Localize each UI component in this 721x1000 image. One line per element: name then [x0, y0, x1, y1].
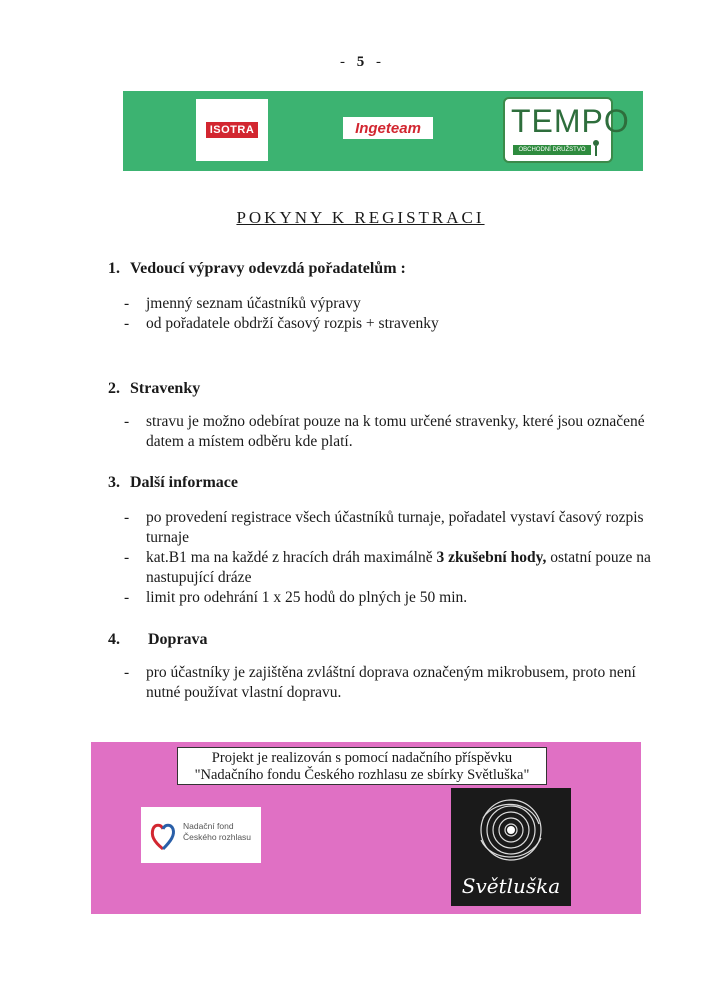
dash-icon: -	[124, 315, 130, 332]
light-swirl-icon	[451, 788, 571, 878]
section-2-list	[108, 412, 668, 452]
nadace-logo-line-1: Nadační fond	[183, 821, 234, 831]
section-1	[108, 260, 668, 334]
ingeteam-logo-text: Ingeteam	[355, 119, 421, 137]
nadace-logo	[141, 807, 261, 863]
dash-icon: -	[124, 295, 130, 312]
list-item	[108, 412, 668, 452]
project-note-line-1: Projekt je realizován s pomocí nadačního příspěvku	[211, 750, 513, 766]
dash-icon: -	[124, 549, 130, 566]
list-item-text: stravu je možno odebírat pouze na k tomu určené stravenky, které jsou označené datem a místem odběru kde platí.	[146, 413, 645, 450]
list-item	[108, 508, 668, 548]
section-4-number: 4.	[108, 631, 120, 648]
tempo-logo-text: TEMPO	[511, 103, 630, 139]
isotra-logo-text: ISOTRA	[206, 122, 259, 138]
page-number	[0, 54, 721, 71]
tempo-logo-subtitle: OBCHODNÍ DRUŽSTVO	[513, 145, 591, 155]
list-item-text: pro účastníky je zajištěna zvláštní doprava označeným mikrobusem, proto není nutné používat vlastní dopravu.	[146, 664, 636, 701]
section-4-list	[108, 663, 668, 703]
list-item-text: od pořadatele obdrží časový rozpis + stravenky	[146, 315, 439, 332]
section-1-list	[108, 294, 668, 334]
list-item	[108, 314, 668, 334]
section-3	[108, 474, 668, 608]
section-4-title-text: Doprava	[148, 631, 208, 648]
svetluska-logo-text: Světluška	[461, 874, 561, 898]
dash-icon: -	[124, 509, 130, 526]
list-item-text: limit pro odehrání 1 x 25 hodů do plných je 50 min.	[146, 589, 468, 606]
heart-icon	[149, 821, 177, 851]
svetluska-logo	[451, 788, 571, 906]
section-3-title	[108, 474, 668, 492]
list-item-text: po provedení registrace všech účastníků turnaje, pořadatel vystaví časový rozpis turnaje	[146, 509, 644, 546]
section-1-title	[108, 260, 668, 278]
sponsor-band	[123, 91, 643, 171]
section-1-title-text: Vedoucí výpravy odevzdá pořadatelům :	[130, 260, 406, 277]
tempo-figure-icon	[591, 139, 601, 157]
tempo-logo	[503, 97, 630, 163]
page-heading-text: POKYNY K REGISTRACI	[236, 208, 485, 227]
nadace-logo-line-2: Českého rozhlasu	[183, 832, 252, 842]
page-number-dash-right: -	[376, 54, 381, 70]
page-heading	[0, 208, 721, 228]
list-item-text-after: ostatní pouze na nastupující dráze	[146, 549, 651, 586]
list-item	[108, 294, 668, 314]
list-item	[108, 548, 668, 588]
list-item-text: jmenný seznam účastníků výpravy	[146, 295, 361, 312]
list-item	[108, 588, 668, 608]
dash-icon: -	[124, 589, 130, 606]
list-item	[108, 663, 668, 703]
list-item-text-bold: 3 zkušební hody,	[436, 549, 547, 566]
section-2-title-text: Stravenky	[130, 380, 201, 397]
dash-icon: -	[124, 664, 130, 681]
project-note	[177, 747, 547, 785]
section-1-number: 1.	[108, 260, 120, 277]
dash-icon: -	[124, 413, 130, 430]
section-2-number: 2.	[108, 380, 120, 397]
nadace-logo-text	[183, 821, 251, 843]
section-4-title	[108, 631, 668, 649]
list-item-text-before: kat.B1 ma na každé z hracích dráh maximálně	[146, 549, 437, 566]
section-3-number: 3.	[108, 474, 120, 491]
project-note-line-2: "Nadačního fondu Českého rozhlasu ze sbírky Světluška"	[194, 767, 530, 783]
footer-band	[91, 742, 641, 914]
page-number-value: 5	[356, 54, 365, 70]
section-2-title	[108, 380, 668, 398]
section-4	[108, 631, 668, 703]
ingeteam-logo	[343, 117, 433, 139]
section-3-list	[108, 508, 668, 608]
isotra-logo	[196, 99, 268, 161]
page-number-dash-left: -	[340, 54, 345, 70]
section-3-title-text: Další informace	[130, 474, 238, 491]
section-2	[108, 380, 668, 452]
